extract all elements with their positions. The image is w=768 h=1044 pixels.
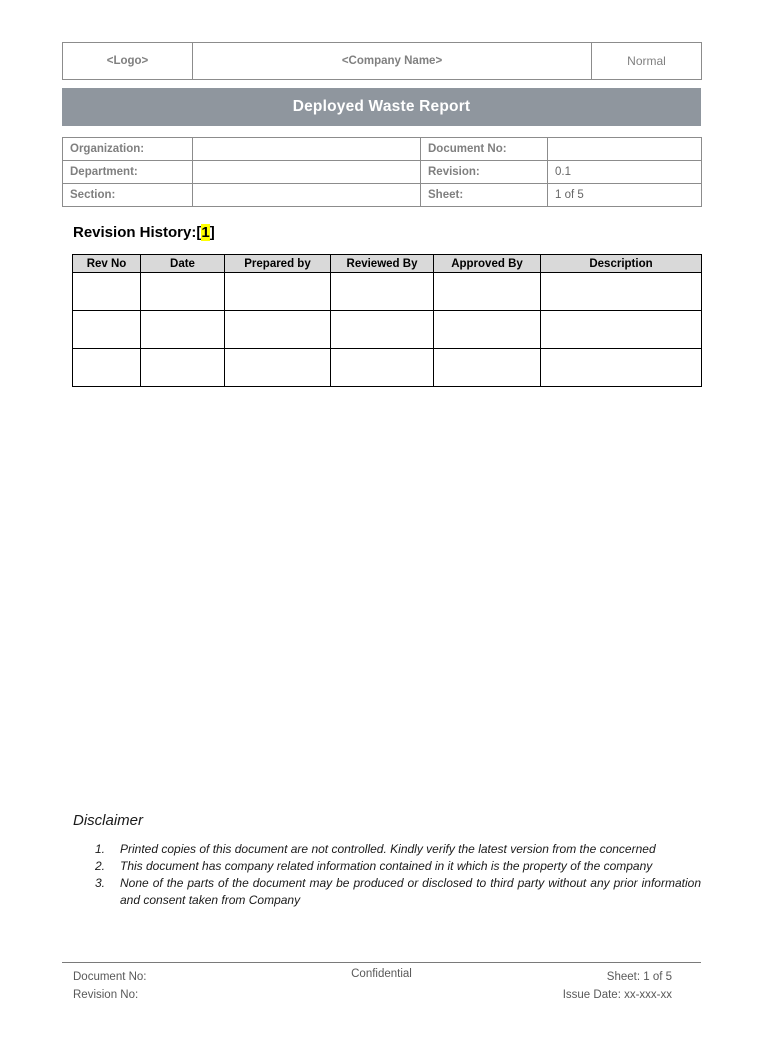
footer-confidential-label: Confidential (351, 968, 412, 980)
footer-right-block (563, 968, 672, 1004)
footer-revision-no-label: Revision No: (73, 989, 139, 1001)
department-label: Department: (63, 161, 193, 184)
logo-placeholder: <Logo> (63, 43, 193, 80)
section-label: Section: (63, 184, 193, 207)
revision-cell[interactable] (541, 349, 702, 387)
disclaimer-item (95, 841, 701, 858)
disclaimer-item (95, 858, 701, 875)
revision-cell[interactable] (225, 273, 331, 311)
disclaimer-item-number: 1. (95, 842, 106, 856)
col-header-approved-by: Approved By (434, 255, 541, 273)
document-no-label: Document No: (421, 138, 548, 161)
footer-document-no-label: Document No: (73, 971, 147, 983)
col-header-reviewed-by: Reviewed By (331, 255, 434, 273)
revision-empty-row (73, 349, 702, 387)
reference-bracket-open: [ (196, 224, 202, 241)
revision-cell[interactable] (141, 349, 225, 387)
header-row (63, 43, 702, 80)
col-header-date: Date (141, 255, 225, 273)
disclaimer-item (95, 875, 701, 909)
col-header-prepared-by: Prepared by (225, 255, 331, 273)
revision-history-heading (73, 224, 215, 241)
revision-cell[interactable] (225, 311, 331, 349)
revision-cell[interactable] (331, 273, 434, 311)
reference-marker-highlighted: 1 (201, 224, 210, 241)
revision-cell[interactable] (141, 273, 225, 311)
doc-classification-cell: Normal (592, 43, 702, 80)
revision-cell[interactable] (541, 273, 702, 311)
revision-cell[interactable] (541, 311, 702, 349)
disclaimer-item-number: 3. (95, 876, 106, 890)
document-no-value-cell[interactable] (548, 138, 702, 161)
col-header-rev-no: Rev No (73, 255, 141, 273)
section-value-cell[interactable] (193, 184, 421, 207)
revision-value-cell: 0.1 (548, 161, 702, 184)
sheet-value-cell: 1 of 5 (548, 184, 702, 207)
disclaimer-item-text: Printed copies of this document are not controlled. Kindly verify the latest version from the concerned (120, 842, 656, 856)
revision-cell[interactable] (141, 311, 225, 349)
document-info-table (62, 137, 702, 207)
footer-divider (62, 962, 701, 963)
revision-cell[interactable] (73, 273, 141, 311)
revision-history-title: Revision History: (73, 224, 197, 241)
revision-cell[interactable] (73, 349, 141, 387)
revision-cell[interactable] (331, 311, 434, 349)
revision-table-header-row (73, 255, 702, 273)
disclaimer-item-text: This document has company related information contained in it which is the property of the company (120, 859, 653, 873)
revision-empty-row (73, 273, 702, 311)
department-value-cell[interactable] (193, 161, 421, 184)
revision-cell[interactable] (331, 349, 434, 387)
disclaimer-heading: Disclaimer (73, 812, 144, 829)
reference-bracket-close: ] (209, 224, 215, 241)
revision-history-table (72, 254, 702, 387)
info-row-section (63, 184, 702, 207)
disclaimer-item-text: None of the parts of the document may be produced or disclosed to third party without any prior information and consent taken from Company (120, 876, 701, 907)
sheet-label: Sheet: (421, 184, 548, 207)
disclaimer-section (73, 812, 701, 909)
info-row-organization (63, 138, 702, 161)
revision-cell[interactable] (434, 311, 541, 349)
revision-cell[interactable] (225, 349, 331, 387)
revision-cell[interactable] (434, 349, 541, 387)
header-table (62, 42, 702, 80)
col-header-description: Description (541, 255, 702, 273)
footer-issue-date-label: Issue Date: xx-xxx-xx (562, 989, 672, 1001)
revision-cell[interactable] (73, 311, 141, 349)
company-name-placeholder: <Company Name> (193, 43, 592, 80)
document-title-banner: Deployed Waste Report (62, 88, 701, 126)
disclaimer-item-number: 2. (95, 859, 106, 873)
revision-label: Revision: (421, 161, 548, 184)
footer-sheet-label: Sheet: 1 of 5 (606, 971, 672, 983)
organization-value-cell[interactable] (193, 138, 421, 161)
revision-cell[interactable] (434, 273, 541, 311)
organization-label: Organization: (63, 138, 193, 161)
info-row-department (63, 161, 702, 184)
revision-empty-row (73, 311, 702, 349)
